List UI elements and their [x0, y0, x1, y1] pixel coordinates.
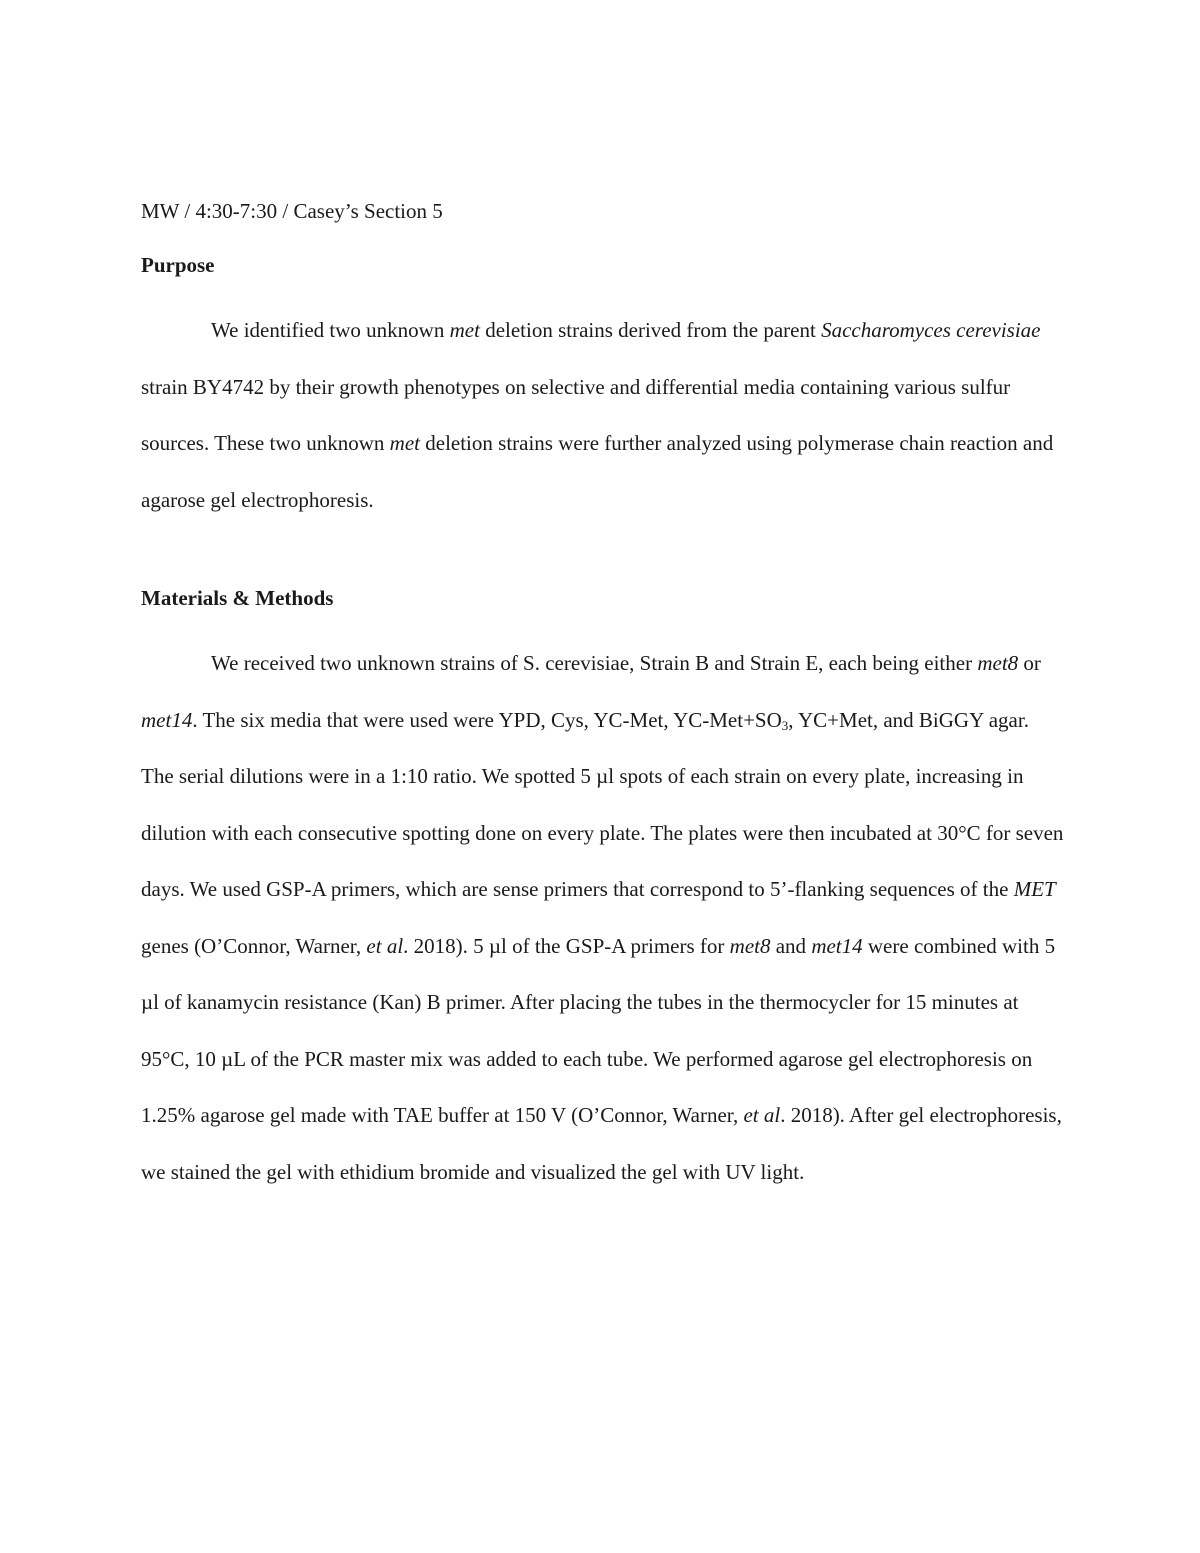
purpose-heading: Purpose [141, 253, 215, 277]
methods-text-2: or [1018, 651, 1041, 675]
methods-heading: Materials & Methods [141, 586, 334, 610]
methods-met14-term: met14 [141, 707, 193, 732]
methods-met8-term-2: met8 [729, 933, 771, 958]
purpose-text-3: strain BY4742 by their growth phenotypes on selective and differential media containing various sulfur sources. These two unknown [141, 374, 1011, 455]
methods-text-8: were combined with 5 µl of kanamycin resistance (Kan) B primer. After placing the tubes in the thermocycler for 15 minutes at 95°C, 10 µL of the PCR master mix was added to each tube. We performed agarose gel electrophoresis on 1.25% agarose gel made with TAE buffer at 150 V (O’Connor, Warner, [141, 933, 1056, 1127]
methods-text-4: , YC+Met, and BiGGY agar. The serial dilutions were in a 1:10 ratio. We spotted 5 µl spots of each strain on every plate, increasing in dilution with each consecutive spotting done on every plate. The plates were then incubated at 30°C for seven days. We used GSP-A primers, which are sense primers that correspond to 5’-flanking sequences of the [141, 707, 1064, 901]
methods-text-5: genes (O’Connor, Warner, [141, 933, 367, 958]
purpose-text-4: deletion strains were further analyzed using polymerase chain reaction and agarose gel electrophoresis. [141, 431, 1054, 512]
methods-met-genes-term: MET [1013, 877, 1056, 901]
document-body [141, 193, 1066, 1200]
methods-paragraph [141, 635, 1066, 1200]
purpose-met-term-2: met [389, 431, 420, 455]
purpose-paragraph [141, 302, 1066, 528]
methods-met8-term: met8 [977, 651, 1019, 675]
purpose-text-2: deletion strains derived from the parent [479, 318, 822, 342]
citation-et-al-2: et al [743, 1103, 781, 1127]
methods-text-3: . The six media that were used were YPD, Cys, YC-Met, YC-Met+SO [192, 707, 782, 732]
purpose-text-1: We identified two unknown [211, 318, 450, 342]
methods-text-1: We received two unknown strains of S. cerevisiae, Strain B and Strain E, each being either [211, 651, 978, 675]
purpose-met-term-1: met [449, 318, 480, 342]
purpose-species-name: Saccharomyces cerevisiae [821, 318, 1041, 342]
citation-et-al-1: et al [366, 933, 404, 958]
sulfite-subscript: 3 [781, 717, 789, 733]
methods-text-6: . 2018). 5 µl of the GSP-A primers for [403, 933, 730, 958]
course-header: MW / 4:30-7:30 / Casey’s Section 5 [141, 199, 443, 223]
methods-text-7: and [770, 933, 812, 958]
methods-text-9: . 2018). After gel electrophoresis, we stained the gel with ethidium bromide and visualized the gel with UV light. [141, 1103, 1062, 1184]
methods-met14-term-2: met14 [811, 933, 863, 958]
